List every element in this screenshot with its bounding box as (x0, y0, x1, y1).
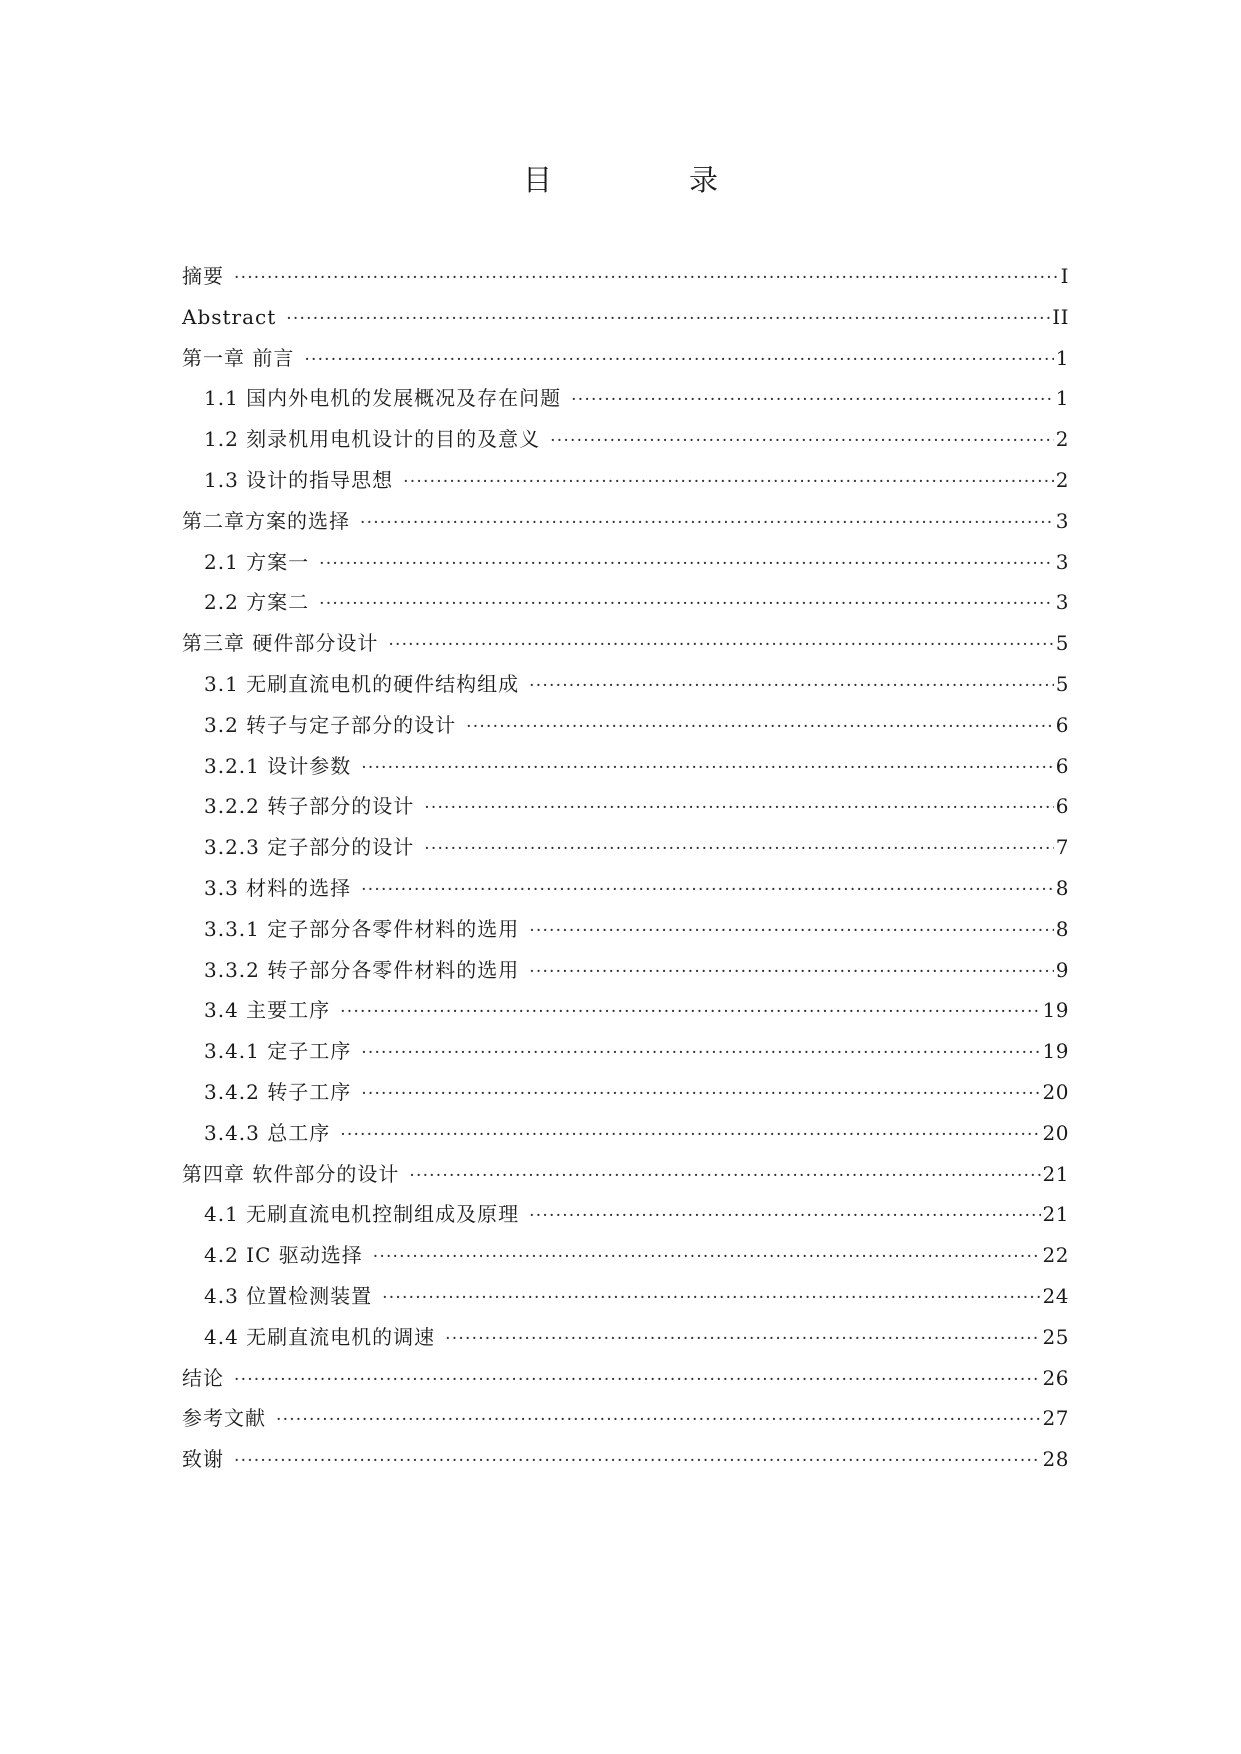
toc-leader-dots (361, 748, 1054, 789)
toc-entry[interactable] (182, 1194, 1069, 1235)
toc-entry[interactable] (182, 746, 1069, 787)
toc-leader-dots (361, 1074, 1040, 1115)
toc-leader-dots (529, 1196, 1040, 1237)
toc-entry-label: 3.4.1 定子工序 (204, 1039, 352, 1064)
toc-entry-label: 2.1 方案一 (204, 549, 310, 574)
toc-leader-dots (361, 1033, 1040, 1074)
toc-leader-dots (403, 462, 1054, 503)
toc-page-number: 3 (1055, 590, 1069, 615)
toc-page-number: 28 (1042, 1447, 1069, 1472)
toc-entry-label: 1.1 国内外电机的发展概况及存在问题 (204, 386, 562, 411)
toc-leader-dots (319, 584, 1054, 625)
toc-leader-dots (234, 258, 1059, 299)
toc-entry-label: 2.2 方案二 (204, 590, 310, 615)
toc-page-number: 3 (1055, 549, 1069, 574)
table-of-contents (182, 256, 1069, 1480)
toc-entry[interactable] (182, 256, 1069, 297)
toc-entry[interactable] (182, 705, 1069, 746)
toc-entry[interactable] (182, 542, 1069, 583)
toc-leader-dots (234, 1360, 1041, 1401)
toc-entry[interactable] (182, 1072, 1069, 1113)
toc-leader-dots (529, 952, 1054, 993)
toc-entry[interactable] (182, 909, 1069, 950)
toc-leader-dots (409, 1156, 1040, 1197)
toc-page-number: 27 (1042, 1406, 1069, 1431)
toc-entry[interactable] (182, 582, 1069, 623)
toc-page-number: 20 (1042, 1120, 1069, 1145)
toc-entry-label: 第一章 前言 (182, 345, 295, 370)
toc-leader-dots (529, 666, 1054, 707)
toc-leader-dots (340, 1115, 1040, 1156)
toc-page-number: 19 (1042, 998, 1069, 1023)
toc-entry-label: 4.3 位置检测装置 (204, 1283, 373, 1308)
toc-page-number: 19 (1042, 1039, 1069, 1064)
toc-page-number: 1 (1055, 386, 1069, 411)
page-title: 目 录 (522, 163, 772, 197)
toc-page-number: 25 (1042, 1324, 1069, 1349)
toc-entry-label: 3.4.3 总工序 (204, 1120, 331, 1145)
toc-page-number: 24 (1042, 1283, 1069, 1308)
toc-entry-label: 3.4.2 转子工序 (204, 1079, 352, 1104)
toc-entry-label: 3.3.2 转子部分各零件材料的选用 (204, 957, 520, 982)
toc-entry-label: 第三章 硬件部分设计 (182, 631, 379, 656)
toc-page-number: I (1060, 264, 1069, 288)
toc-leader-dots (550, 421, 1054, 462)
toc-entry-label: 参考文献 (182, 1406, 266, 1431)
toc-entry[interactable] (182, 1317, 1069, 1358)
toc-page-number: 2 (1055, 467, 1069, 492)
toc-entry[interactable] (182, 990, 1069, 1031)
toc-entry-label: 3.2.3 定子部分的设计 (204, 835, 415, 860)
toc-entry[interactable] (182, 827, 1069, 868)
toc-entry-label: 3.2 转子与定子部分的设计 (204, 712, 457, 737)
toc-page-number: 9 (1055, 957, 1069, 982)
toc-entry-label: 3.2.1 设计参数 (204, 753, 352, 778)
toc-entry[interactable] (182, 1439, 1069, 1480)
toc-leader-dots (319, 544, 1054, 585)
toc-entry-label: 1.2 刻录机用电机设计的目的及意义 (204, 427, 541, 452)
toc-entry[interactable] (182, 1235, 1069, 1276)
toc-entry-label: 第二章方案的选择 (182, 508, 350, 533)
toc-entry-label: 摘要 (182, 264, 224, 288)
toc-entry-label: 3.2.2 转子部分的设计 (204, 794, 415, 819)
toc-page-number: 7 (1055, 835, 1069, 860)
toc-entry-label: 1.3 设计的指导思想 (204, 467, 394, 492)
toc-entry-label: 3.4 主要工序 (204, 998, 331, 1023)
toc-entry-label: 结论 (182, 1365, 224, 1390)
toc-leader-dots (286, 299, 1050, 340)
toc-entry-label: 致谢 (182, 1447, 224, 1472)
toc-leader-dots (571, 380, 1054, 421)
toc-leader-dots (424, 829, 1054, 870)
toc-entry-label: 3.1 无刷直流电机的硬件结构组成 (204, 671, 520, 696)
toc-entry-label: 第四章 软件部分的设计 (182, 1161, 400, 1186)
toc-leader-dots (234, 1441, 1041, 1482)
toc-entry[interactable] (182, 1398, 1069, 1439)
toc-page-number: 8 (1055, 875, 1069, 900)
toc-entry[interactable] (182, 338, 1069, 379)
toc-page-number: II (1052, 304, 1069, 329)
toc-page-number: 6 (1055, 794, 1069, 819)
toc-entry[interactable] (182, 460, 1069, 501)
toc-entry[interactable] (182, 623, 1069, 664)
toc-page-number: 1 (1055, 345, 1069, 370)
toc-leader-dots (382, 1278, 1040, 1319)
toc-leader-dots (424, 788, 1054, 829)
toc-leader-dots (304, 340, 1053, 381)
toc-leader-dots (340, 992, 1040, 1033)
toc-page-number: 21 (1042, 1161, 1069, 1186)
toc-leader-dots (388, 625, 1053, 666)
toc-leader-dots (360, 503, 1054, 544)
toc-leader-dots (361, 870, 1054, 911)
toc-page-number: 6 (1055, 712, 1069, 737)
toc-entry-label: 4.4 无刷直流电机的调速 (204, 1324, 436, 1349)
toc-leader-dots (466, 707, 1054, 748)
toc-entry-label: Abstract (182, 304, 277, 329)
toc-entry[interactable] (182, 950, 1069, 991)
toc-leader-dots (445, 1319, 1040, 1360)
toc-entry[interactable] (182, 1031, 1069, 1072)
toc-leader-dots (529, 911, 1054, 952)
toc-page-number: 5 (1055, 631, 1069, 656)
toc-entry[interactable] (182, 1154, 1069, 1195)
toc-entry[interactable] (182, 1276, 1069, 1317)
toc-page-number: 21 (1042, 1202, 1069, 1227)
toc-page-number: 26 (1042, 1365, 1069, 1390)
toc-page-number: 6 (1055, 753, 1069, 778)
toc-page-number: 2 (1055, 427, 1069, 452)
toc-page-number: 22 (1042, 1243, 1069, 1268)
toc-page-number: 20 (1042, 1079, 1069, 1104)
toc-entry[interactable] (182, 297, 1069, 338)
toc-leader-dots (373, 1237, 1041, 1278)
toc-entry[interactable] (182, 378, 1069, 419)
toc-entry[interactable] (182, 1358, 1069, 1399)
toc-entry-label: 4.1 无刷直流电机控制组成及原理 (204, 1202, 520, 1227)
toc-entry[interactable] (182, 1113, 1069, 1154)
toc-entry[interactable] (182, 419, 1069, 460)
toc-page-number: 5 (1055, 671, 1069, 696)
toc-entry[interactable] (182, 868, 1069, 909)
toc-leader-dots (276, 1400, 1041, 1441)
toc-page-number: 8 (1055, 916, 1069, 941)
toc-entry-label: 3.3.1 定子部分各零件材料的选用 (204, 916, 520, 941)
toc-entry[interactable] (182, 501, 1069, 542)
toc-entry-label: 4.2 IC 驱动选择 (204, 1243, 363, 1268)
toc-page-number: 3 (1055, 508, 1069, 533)
toc-entry-label: 3.3 材料的选择 (204, 875, 352, 900)
toc-entry[interactable] (182, 786, 1069, 827)
toc-entry[interactable] (182, 664, 1069, 705)
